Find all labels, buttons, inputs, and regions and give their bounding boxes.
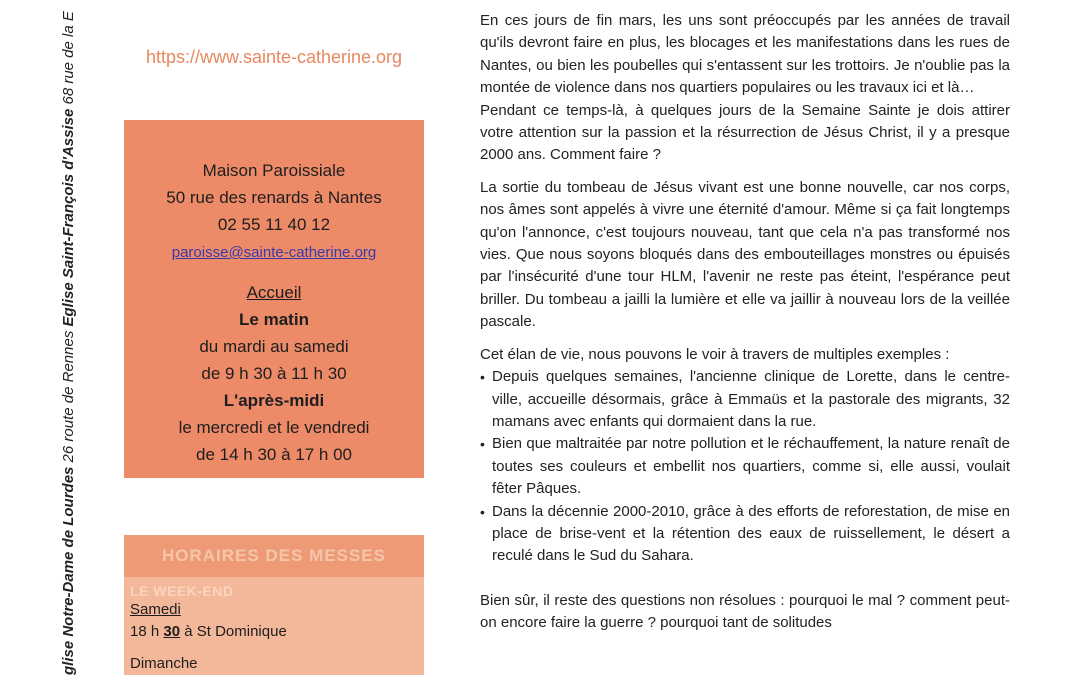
morning-hours: de 9 h 30 à 11 h 30: [201, 364, 347, 383]
mass-schedule-title: HORAIRES DES MESSES: [124, 535, 424, 577]
afternoon-hours: de 14 h 30 à 17 h 00: [196, 445, 352, 464]
side-address-2: 68 rue de la E: [60, 11, 77, 109]
weekend-heading: LE WEEK-END: [130, 583, 234, 599]
saturday-label: Samedi: [130, 601, 181, 618]
side-banner-text: [57, 11, 81, 675]
saturday-time: [124, 621, 424, 643]
list-item: • Depuis quelques semaines, l'ancienne clinique de Lorette, dans le centre-ville, accueille désormais, grâce à Emmaüs et la pastorale des migrants, 32 mamans avec enfants qui dormaient dans la rue.: [480, 366, 1010, 433]
examples-list: [480, 366, 1010, 568]
saturday-time-place: à St Dominique: [180, 623, 287, 640]
parish-address: 50 rue des renards à Nantes: [166, 188, 382, 207]
sunday-label: Dimanche: [130, 655, 198, 672]
article-paragraph-2: Pendant ce temps-là, à quelques jours de la Semaine Sainte je dois attirer votre attention sur la passion et la résurrection de Jésus Christ, il y a presque 2000 ans. Comment faire ?: [480, 101, 1010, 164]
parish-email-link[interactable]: paroisse@sainte-catherine.org: [171, 244, 377, 261]
article-paragraph-5: Bien sûr, il reste des questions non résolues : pourquoi le mal ? comment peut-on encore faire la guerre ? pourquoi tant de solitudes: [480, 591, 1010, 632]
article-paragraph-3: La sortie du tombeau de Jésus vivant est une bonne nouvelle, car nos corps, nos âmes sont appelés à vivre une éternité d'amour. Même si ça fait longtemps qu'on l'annonce, c'est toujours nouveau, tant que cela n'a pas transformé nos vies. Que nous soyons bloqués dans des embouteillages monstres ou épuisés par l'insécurité d'une tour HLM, l'avenir ne reste pas éteint, l'espérance peut briller. Du tombeau a jailli la lumière et elle va jaillir à nouveau lors de la veillée pascale.: [480, 178, 1010, 331]
side-banner: [57, 0, 81, 675]
saturday-time-minutes: 30: [163, 623, 181, 640]
side-address-1: 26 route de Rennes: [60, 326, 77, 467]
saturday-time-pre: 18 h: [130, 623, 164, 640]
list-item: • Bien que maltraitée par notre pollution et le réchauffement, la nature renaît de toutes ses couleurs et embellit nos quartiers, comme si, elle aussi, voulait fêter Pâques.: [480, 433, 1010, 500]
afternoon-label: L'après-midi: [223, 391, 325, 410]
parish-phone: 02 55 11 40 12: [217, 215, 331, 234]
website-url[interactable]: https://www.sainte-catherine.org: [145, 47, 403, 67]
side-church-2: Eglise Saint-François d'Assise: [60, 108, 77, 327]
accueil-heading: Accueil: [246, 283, 302, 302]
article-paragraph-1: En ces jours de fin mars, les uns sont préoccupés par les années de travail qu'ils devront faire en plus, les blocages et les manifestations dans les rues de Nantes, ou bien les poubelles qui s'entassent sur les trottoirs. Je n'oublie pas la montée de violence dans nos quartiers populaires ou les travaux ici et là…: [480, 12, 1010, 97]
list-item: • Dans la décennie 2000-2010, grâce à des efforts de reforestation, de mise en place de brise-vent et la rétention des eaux de ruissellement, le désert a reculé dans le Sud du Sahara.: [480, 501, 1010, 568]
mass-schedule-box: [124, 535, 424, 675]
morning-days: du mardi au samedi: [199, 337, 349, 356]
afternoon-days: le mercredi et le vendredi: [178, 418, 370, 437]
morning-label: Le matin: [239, 310, 309, 329]
editorial-article: [480, 10, 1010, 675]
article-paragraph-4: Cet élan de vie, nous pouvons le voir à travers de multiples exemples :: [480, 345, 950, 363]
parish-name: Maison Paroissiale: [202, 161, 346, 180]
parish-info-box: [124, 120, 424, 478]
side-church-1: glise Notre-Dame de Lourdes: [60, 466, 77, 675]
